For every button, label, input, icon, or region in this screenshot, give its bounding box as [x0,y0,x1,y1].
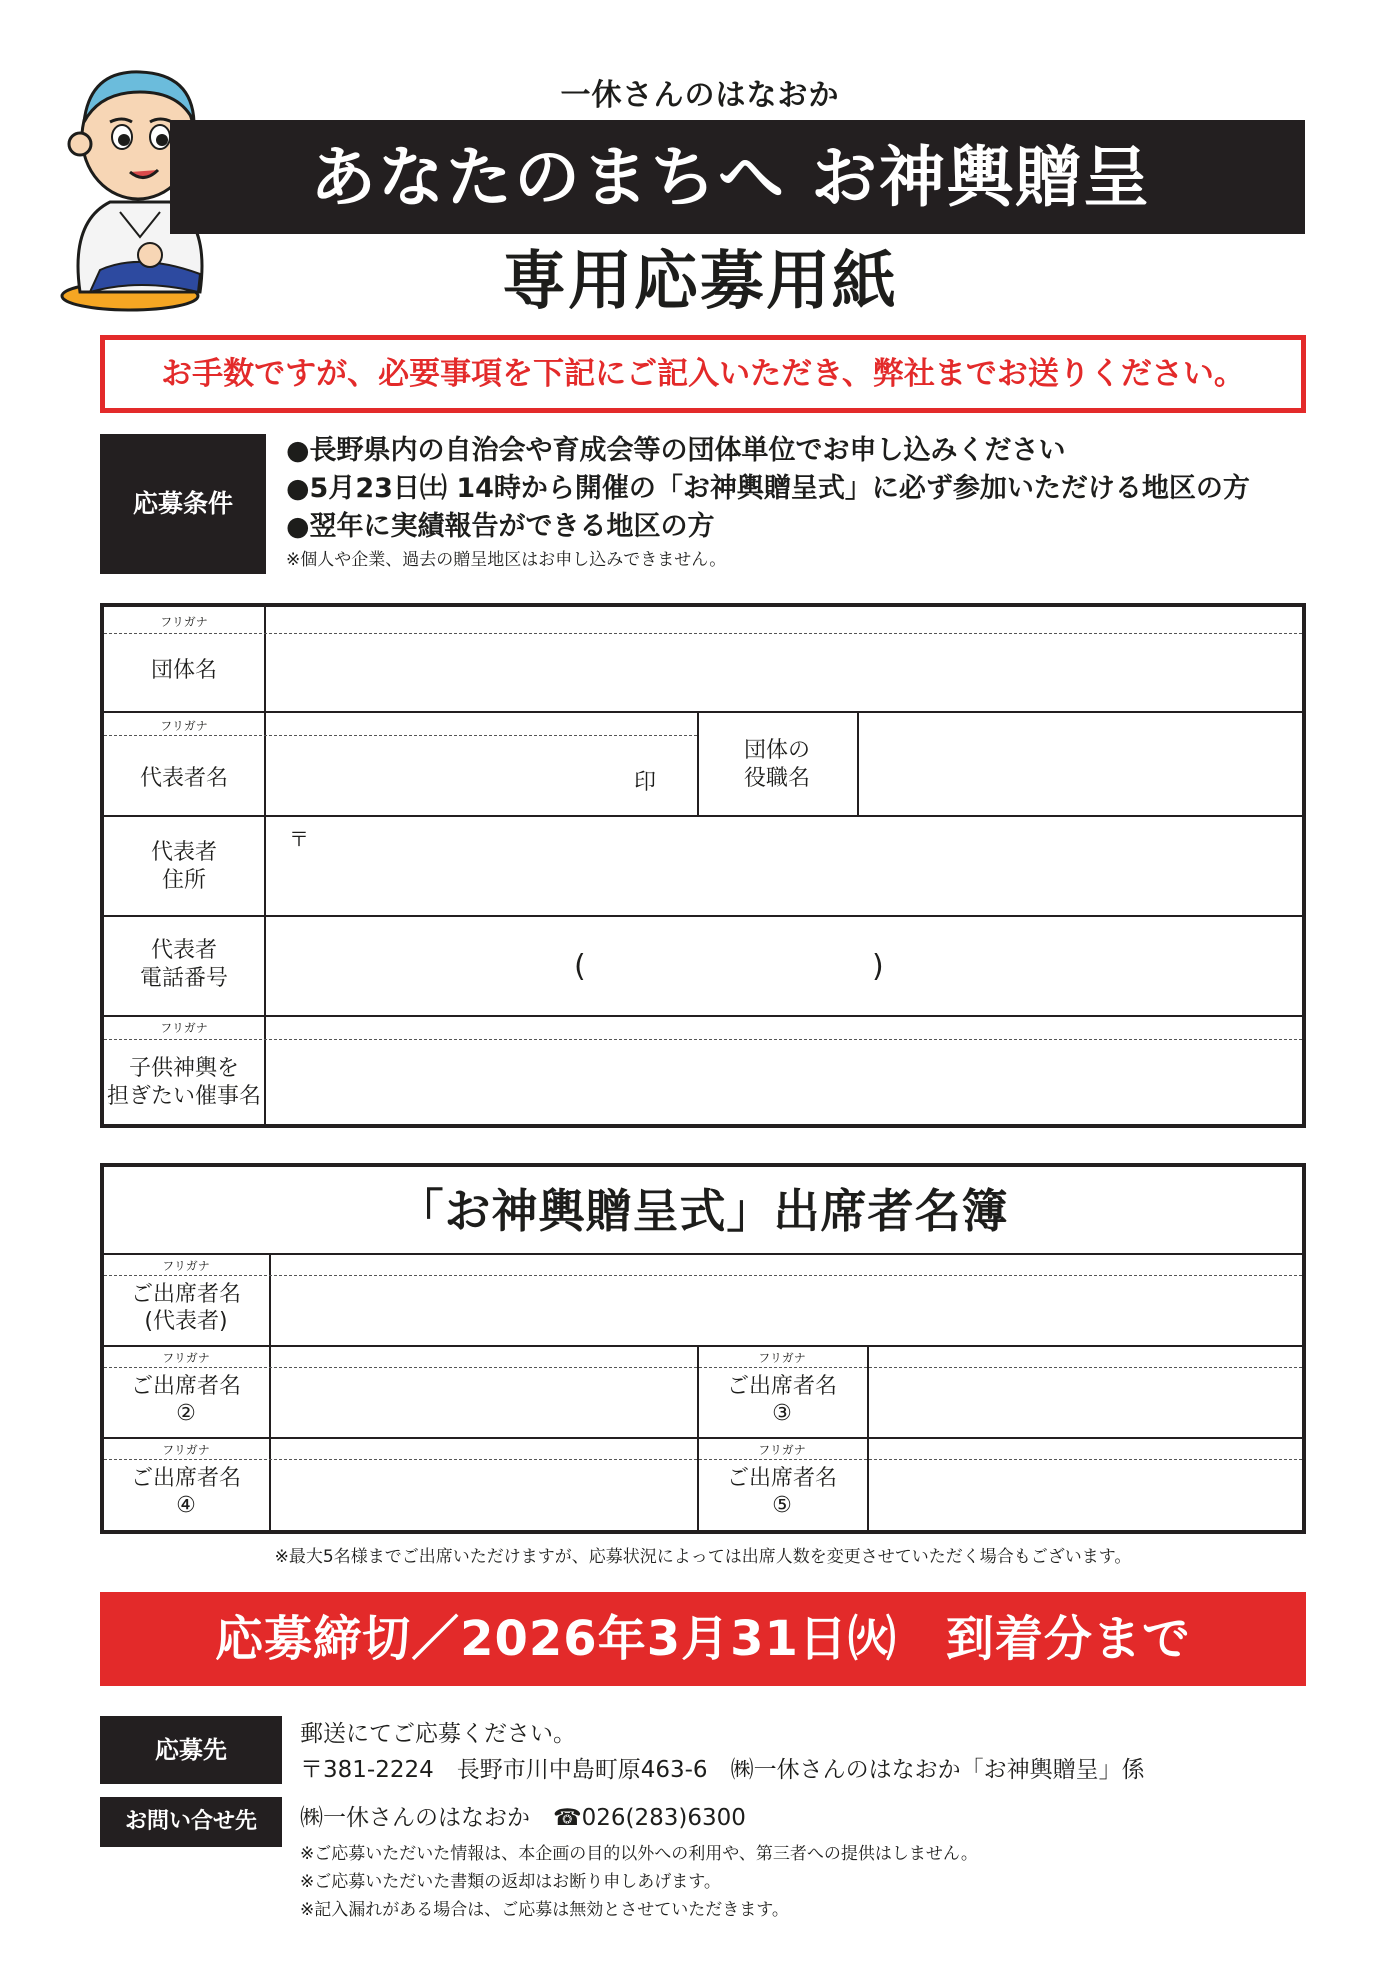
condition-item: ●5月23日㈯ 14時から開催の「お神輿贈呈式」に必ず参加いただける地区の方 [286,473,1250,504]
phone-paren-open: ( [574,949,586,984]
furigana-label: フリガナ [758,1443,806,1457]
destination-text [300,1716,1310,1788]
attendee-4-label: ご出席者名 ④ [130,1466,241,1518]
brand-logo-text: 一休さんのはなおか [560,78,840,113]
position-field[interactable] [859,713,1300,813]
privacy-note: ※記入漏れがある場合は、ご応募は無効とさせていただきます。 [300,1900,789,1920]
privacy-note: ※ご応募いただいた書類の返却はお断り申しあげます。 [300,1872,721,1892]
inquiry-label: お問い合せ先 [100,1797,282,1847]
attendee-5-label: ご出席者名 ⑤ [726,1466,837,1518]
furigana-label: フリガナ [162,1443,210,1457]
phone-field[interactable] [266,917,1300,1013]
condition-item: ●長野県内の自治会や育成会等の団体単位でお申し込みください [286,435,1066,466]
attendee-3-label: ご出席者名 ③ [726,1374,837,1426]
deadline-banner: 応募締切／2026年3月31日㈫ 到着分まで [100,1592,1306,1686]
furigana-label: フリガナ [160,615,208,629]
privacy-notes [300,1840,1310,1924]
phone-label: 代表者 電話番号 [139,938,228,991]
position-label: 団体の 役職名 [743,738,810,791]
destination-label: 応募先 [100,1716,282,1784]
attendee-5-field[interactable] [869,1461,1300,1527]
rep-name-label: 代表者名 [139,766,228,791]
seal-mark: 印 [634,770,657,795]
address-field[interactable] [266,817,1300,913]
page-title: あなたのまちへ お神輿贈呈 [170,120,1305,234]
furigana-label: フリガナ [162,1259,210,1273]
inquiry-contact: ㈱一休さんのはなおか ☎026(283)6300 [300,1805,746,1831]
attendee-2-field[interactable] [271,1369,695,1435]
privacy-note: ※ご応募いただいた情報は、本企画の目的以外への利用や、第三者への提供はしません。 [300,1844,978,1864]
destination-address: 〒381-2224 長野市川中島町原463-6 ㈱一休さんのはなおか「お神輿贈呈」係 [300,1757,1145,1783]
attendee-1-label: ご出席者名 (代表者) [130,1282,241,1334]
conditions-label: 応募条件 [100,434,266,574]
application-form-table [100,603,1306,1128]
group-name-label: 団体名 [150,658,217,683]
attendee-note: ※最大5名様までご出席いただけますが、応募状況によっては出席人数を変更させていただく場合もございます。 [274,1547,1132,1567]
phone-paren-close: ) [872,949,884,984]
attendee-list-table [100,1163,1306,1534]
conditions-note: ※個人や企業、過去の贈呈地区はお申し込みできません。 [286,550,727,570]
condition-item: ●翌年に実績報告ができる地区の方 [286,511,715,542]
address-label: 代表者 住所 [150,840,217,893]
page-subtitle: 専用応募用紙 [502,245,898,319]
event-label: 子供神輿を 担ぎたい催事名 [106,1056,261,1109]
attendee-2-label: ご出席者名 ② [130,1374,241,1426]
furigana-label: フリガナ [160,719,208,733]
furigana-label: フリガナ [758,1351,806,1365]
attendee-1-field[interactable] [271,1277,1300,1343]
attendee-4-field[interactable] [271,1461,695,1527]
postal-mark: 〒 [289,827,309,851]
furigana-label: フリガナ [162,1351,210,1365]
conditions-list [286,432,1326,574]
event-field[interactable] [266,1041,1300,1121]
group-name-field[interactable] [266,635,1300,709]
rep-name-field[interactable] [266,737,695,813]
instruction-notice: お手数ですが、必要事項を下記にご記入いただき、弊社までお送りください。 [100,335,1306,413]
furigana-label: フリガナ [160,1021,208,1035]
destination-line: 郵送にてご応募ください。 [300,1721,576,1747]
attendee-list-title: 「お神輿贈呈式」出席者名簿 [397,1184,1009,1238]
attendee-3-field[interactable] [869,1369,1300,1435]
